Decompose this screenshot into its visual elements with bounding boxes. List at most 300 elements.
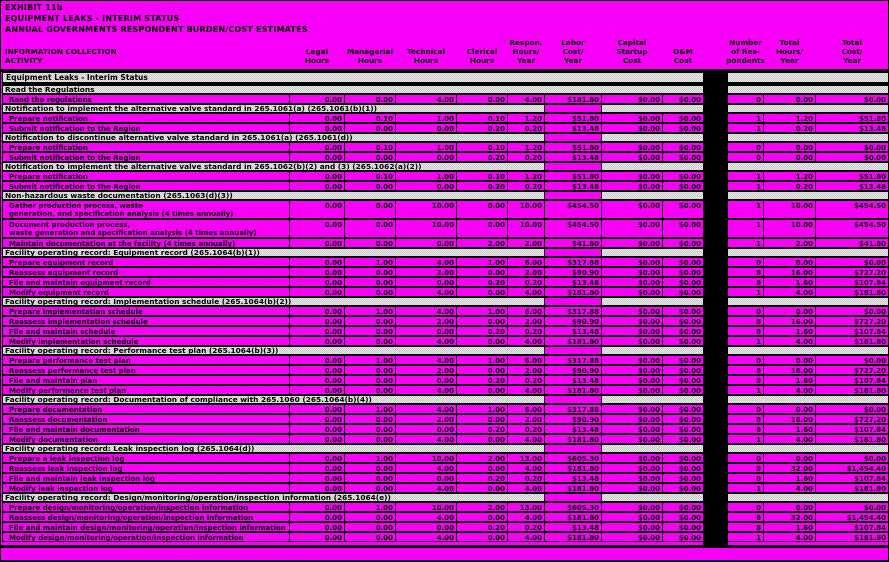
cell-om[interactable]: $0.00 [662,287,704,297]
cell-technical[interactable]: 4.00 [395,512,457,522]
cell-labor[interactable]: $51.80 [544,171,602,181]
cell-technical[interactable]: 4.00 [395,257,457,267]
cell-thours[interactable]: 2.00 [763,238,816,248]
cell-nresp[interactable]: 1 [727,181,764,191]
cell-managerial[interactable]: 0.00 [344,326,396,336]
cell-clerical[interactable]: 0.20 [456,277,508,287]
cell-nresp[interactable]: 8 [727,326,764,336]
cell-respon[interactable]: 0.20 [507,522,545,532]
cell-thours[interactable]: 1.60 [763,522,816,532]
cell-respon[interactable]: 2.00 [507,316,545,326]
activity-label-cell[interactable] [2,336,290,346]
cell-managerial[interactable]: 0.00 [344,483,396,493]
cell-managerial[interactable]: 0.00 [344,434,396,444]
cell-tcost[interactable]: $0.00 [815,142,889,152]
cell-clerical[interactable]: 0.20 [456,473,508,483]
cell-managerial[interactable]: 0.00 [344,94,396,104]
cell-tcost[interactable]: $0.00 [815,355,889,365]
cell-thours[interactable]: 32.00 [763,463,816,473]
section-labor-cost-cell[interactable] [544,248,602,257]
cell-nresp[interactable]: 1 [727,532,764,542]
cell-capital[interactable]: $0.00 [601,414,663,424]
cell-tcost[interactable]: $0.00 [815,404,889,414]
activity-label-cell[interactable] [2,306,290,316]
cell-legal[interactable]: 0.00 [289,532,345,542]
cell-technical[interactable]: 10.00 [395,200,457,219]
cell-capital[interactable]: $0.00 [601,123,663,133]
activity-label-cell[interactable] [2,181,290,191]
cell-thours[interactable]: 4.00 [763,532,816,542]
cell-nresp[interactable]: 1 [727,385,764,395]
cell-clerical[interactable]: 1.00 [456,355,508,365]
cell-labor[interactable]: $317.88 [544,404,602,414]
cell-nresp[interactable]: 8 [727,277,764,287]
cell-clerical[interactable]: 0.20 [456,326,508,336]
cell-labor[interactable]: $454.50 [544,200,602,219]
cell-om[interactable]: $0.00 [662,316,704,326]
cell-clerical[interactable]: 0.20 [456,522,508,532]
cell-tcost[interactable]: $1,454.40 [815,512,889,522]
cell-labor[interactable]: $605.30 [544,502,602,512]
cell-managerial[interactable]: 0.00 [344,414,396,424]
cell-legal[interactable]: 0.00 [289,171,345,181]
cell-nresp[interactable]: 1 [727,123,764,133]
cell-tcost[interactable]: $0.00 [815,453,889,463]
cell-technical[interactable]: 4.00 [395,336,457,346]
cell-clerical[interactable]: 0.00 [456,532,508,542]
cell-capital[interactable]: $0.00 [601,326,663,336]
activity-label-cell[interactable] [2,152,290,162]
cell-om[interactable]: $0.00 [662,512,704,522]
cell-thours[interactable]: 16.00 [763,414,816,424]
cell-managerial[interactable]: 0.00 [344,385,396,395]
cell-capital[interactable]: $0.00 [601,404,663,414]
cell-tcost[interactable]: $1,454.40 [815,463,889,473]
cell-legal[interactable]: 0.00 [289,287,345,297]
cell-capital[interactable]: $0.00 [601,365,663,375]
cell-clerical[interactable]: 0.10 [456,113,508,123]
cell-clerical[interactable]: 0.00 [456,434,508,444]
cell-thours[interactable]: 4.00 [763,287,816,297]
cell-om[interactable]: $0.00 [662,200,704,219]
section-labor-cost-cell[interactable] [544,104,602,113]
section-labor-cost-cell[interactable] [544,162,602,171]
cell-respon[interactable]: 1.20 [507,142,545,152]
cell-clerical[interactable]: 1.00 [456,306,508,316]
cell-capital[interactable]: $0.00 [601,502,663,512]
cell-tcost[interactable]: $51.80 [815,113,889,123]
cell-respon[interactable]: 4.00 [507,463,545,473]
cell-legal[interactable]: 0.00 [289,385,345,395]
cell-tcost[interactable]: $727.20 [815,414,889,424]
cell-thours[interactable]: 10.00 [763,200,816,219]
cell-capital[interactable]: $0.00 [601,171,663,181]
cell-nresp[interactable]: 1 [727,336,764,346]
cell-capital[interactable]: $0.00 [601,453,663,463]
cell-thours[interactable]: 0.20 [763,181,816,191]
cell-labor[interactable]: $51.80 [544,113,602,123]
cell-legal[interactable]: 0.00 [289,502,345,512]
cell-legal[interactable]: 0.00 [289,424,345,434]
cell-tcost[interactable]: $107.84 [815,522,889,532]
cell-respon[interactable]: 0.20 [507,181,545,191]
cell-nresp[interactable]: 0 [727,453,764,463]
cell-capital[interactable]: $0.00 [601,142,663,152]
cell-clerical[interactable]: 0.00 [456,287,508,297]
cell-legal[interactable]: 0.00 [289,375,345,385]
cell-legal[interactable]: 0.00 [289,306,345,316]
cell-legal[interactable]: 0.00 [289,365,345,375]
cell-technical[interactable]: 0.00 [395,238,457,248]
cell-technical[interactable]: 1.00 [395,171,457,181]
activity-label-cell[interactable] [2,375,290,385]
cell-thours[interactable]: 1.60 [763,326,816,336]
cell-thours[interactable]: 0.20 [763,123,816,133]
activity-label-cell[interactable] [2,434,290,444]
cell-om[interactable]: $0.00 [662,277,704,287]
cell-legal[interactable]: 0.00 [289,453,345,463]
cell-nresp[interactable]: 0 [727,94,764,104]
activity-label-cell[interactable] [2,512,290,522]
cell-clerical[interactable]: 0.00 [456,414,508,424]
cell-nresp[interactable]: 8 [727,267,764,277]
cell-tcost[interactable]: $107.84 [815,473,889,483]
cell-capital[interactable]: $0.00 [601,385,663,395]
activity-label-cell[interactable] [2,267,290,277]
section-labor-cost-cell[interactable] [544,133,602,142]
cell-tcost[interactable]: $107.84 [815,326,889,336]
cell-legal[interactable]: 0.00 [289,473,345,483]
cell-clerical[interactable]: 0.20 [456,123,508,133]
cell-thours[interactable]: 0.00 [763,306,816,316]
cell-respon[interactable]: 13.00 [507,502,545,512]
cell-thours[interactable]: 4.00 [763,483,816,493]
cell-managerial[interactable]: 0.00 [344,532,396,542]
cell-om[interactable]: $0.00 [662,404,704,414]
cell-clerical[interactable]: 0.00 [456,200,508,219]
cell-om[interactable]: $0.00 [662,414,704,424]
activity-label-cell[interactable] [2,453,290,463]
cell-managerial[interactable]: 1.00 [344,404,396,414]
cell-legal[interactable]: 0.00 [289,219,345,238]
cell-capital[interactable]: $0.00 [601,336,663,346]
cell-respon[interactable]: 10.00 [507,200,545,219]
cell-labor[interactable]: $51.80 [544,142,602,152]
cell-labor[interactable]: $13.48 [544,277,602,287]
cell-nresp[interactable]: 1 [727,483,764,493]
cell-clerical[interactable]: 0.00 [456,365,508,375]
cell-nresp[interactable]: 8 [727,365,764,375]
cell-thours[interactable]: 0.00 [763,94,816,104]
cell-technical[interactable]: 10.00 [395,502,457,512]
cell-managerial[interactable]: 0.00 [344,365,396,375]
cell-nresp[interactable]: 0 [727,306,764,316]
activity-label-cell[interactable] [2,473,290,483]
cell-nresp[interactable]: 8 [727,375,764,385]
cell-legal[interactable]: 0.00 [289,355,345,365]
cell-thours[interactable]: 1.60 [763,424,816,434]
cell-labor[interactable]: $181.80 [544,483,602,493]
activity-label-cell[interactable] [2,355,290,365]
activity-label-cell[interactable] [2,532,290,542]
cell-technical[interactable]: 4.00 [395,287,457,297]
cell-managerial[interactable]: 0.00 [344,219,396,238]
activity-label-cell[interactable] [2,219,290,238]
cell-om[interactable]: $0.00 [662,326,704,336]
cell-nresp[interactable]: 8 [727,512,764,522]
cell-capital[interactable]: $0.00 [601,113,663,123]
cell-nresp[interactable]: 0 [727,502,764,512]
cell-thours[interactable]: 1.20 [763,113,816,123]
cell-tcost[interactable]: $181.80 [815,336,889,346]
cell-capital[interactable]: $0.00 [601,200,663,219]
cell-labor[interactable]: $13.48 [544,522,602,532]
cell-om[interactable]: $0.00 [662,267,704,277]
activity-label-cell[interactable] [2,522,290,532]
cell-capital[interactable]: $0.00 [601,152,663,162]
cell-legal[interactable]: 0.00 [289,200,345,219]
cell-managerial[interactable]: 0.00 [344,123,396,133]
cell-legal[interactable]: 0.00 [289,238,345,248]
cell-thours[interactable]: 0.00 [763,257,816,267]
cell-om[interactable]: $0.00 [662,532,704,542]
activity-label-cell[interactable] [2,257,290,267]
cell-respon[interactable]: 4.00 [507,385,545,395]
section-labor-cost-cell[interactable] [544,297,602,306]
cell-om[interactable]: $0.00 [662,365,704,375]
cell-tcost[interactable]: $51.80 [815,171,889,181]
cell-nresp[interactable]: 1 [727,200,764,219]
activity-label-cell[interactable] [2,326,290,336]
cell-labor[interactable]: $41.80 [544,238,602,248]
cell-technical[interactable]: 10.00 [395,219,457,238]
activity-label-cell[interactable] [2,463,290,473]
cell-om[interactable]: $0.00 [662,483,704,493]
cell-labor[interactable]: $181.80 [544,385,602,395]
cell-nresp[interactable]: 0 [727,355,764,365]
cell-technical[interactable]: 4.00 [395,434,457,444]
cell-managerial[interactable]: 0.00 [344,522,396,532]
activity-label-cell[interactable] [2,94,290,104]
cell-labor[interactable]: $13.48 [544,152,602,162]
cell-technical[interactable]: 10.00 [395,453,457,463]
cell-managerial[interactable]: 0.00 [344,200,396,219]
cell-clerical[interactable]: 0.00 [456,94,508,104]
cell-legal[interactable]: 0.00 [289,512,345,522]
activity-label-cell[interactable] [2,385,290,395]
cell-nresp[interactable]: 0 [727,257,764,267]
cell-managerial[interactable]: 1.00 [344,355,396,365]
cell-thours[interactable]: 0.00 [763,142,816,152]
cell-thours[interactable]: 0.00 [763,152,816,162]
cell-legal[interactable]: 0.00 [289,277,345,287]
cell-legal[interactable]: 0.00 [289,113,345,123]
section-labor-cost-cell[interactable] [544,191,602,200]
cell-labor[interactable]: $90.90 [544,365,602,375]
cell-respon[interactable]: 0.20 [507,473,545,483]
cell-labor[interactable]: $13.48 [544,326,602,336]
cell-om[interactable]: $0.00 [662,424,704,434]
cell-om[interactable]: $0.00 [662,502,704,512]
cell-managerial[interactable]: 1.00 [344,257,396,267]
cell-managerial[interactable]: 0.00 [344,287,396,297]
cell-om[interactable]: $0.00 [662,152,704,162]
cell-tcost[interactable]: $454.50 [815,200,889,219]
cell-capital[interactable]: $0.00 [601,219,663,238]
activity-label-cell[interactable] [2,113,290,123]
cell-thours[interactable]: 4.00 [763,434,816,444]
cell-nresp[interactable]: 8 [727,424,764,434]
cell-nresp[interactable]: 0 [727,152,764,162]
cell-thours[interactable]: 4.00 [763,336,816,346]
cell-respon[interactable]: 6.00 [507,257,545,267]
cell-capital[interactable]: $0.00 [601,473,663,483]
cell-technical[interactable]: 4.00 [395,483,457,493]
section-labor-cost-cell[interactable] [544,395,602,404]
cell-clerical[interactable]: 0.00 [456,219,508,238]
cell-clerical[interactable]: 0.00 [456,512,508,522]
cell-technical[interactable]: 2.00 [395,316,457,326]
cell-nresp[interactable]: 0 [727,142,764,152]
cell-capital[interactable]: $0.00 [601,355,663,365]
cell-capital[interactable]: $0.00 [601,424,663,434]
cell-om[interactable]: $0.00 [662,238,704,248]
cell-technical[interactable]: 2.00 [395,365,457,375]
cell-nresp[interactable]: 1 [727,434,764,444]
cell-respon[interactable]: 4.00 [507,287,545,297]
cell-labor[interactable]: $13.48 [544,375,602,385]
cell-thours[interactable]: 1.60 [763,277,816,287]
cell-clerical[interactable]: 0.00 [456,267,508,277]
cell-clerical[interactable]: 0.10 [456,142,508,152]
cell-thours[interactable]: 16.00 [763,365,816,375]
cell-tcost[interactable]: $107.84 [815,277,889,287]
cell-respon[interactable]: 2.00 [507,238,545,248]
cell-labor[interactable]: $181.80 [544,512,602,522]
cell-managerial[interactable]: 0.00 [344,181,396,191]
cell-thours[interactable]: 16.00 [763,316,816,326]
cell-tcost[interactable]: $0.00 [815,257,889,267]
cell-clerical[interactable]: 0.00 [456,483,508,493]
cell-capital[interactable]: $0.00 [601,532,663,542]
activity-label-cell[interactable] [2,142,290,152]
cell-technical[interactable]: 4.00 [395,385,457,395]
cell-capital[interactable]: $0.00 [601,94,663,104]
cell-clerical[interactable]: 0.20 [456,181,508,191]
cell-legal[interactable]: 0.00 [289,434,345,444]
cell-respon[interactable]: 4.00 [507,512,545,522]
cell-managerial[interactable]: 0.00 [344,336,396,346]
cell-capital[interactable]: $0.00 [601,287,663,297]
cell-capital[interactable]: $0.00 [601,267,663,277]
cell-om[interactable]: $0.00 [662,142,704,152]
cell-clerical[interactable]: 0.00 [456,336,508,346]
cell-nresp[interactable]: 1 [727,113,764,123]
cell-om[interactable]: $0.00 [662,355,704,365]
cell-respon[interactable]: 4.00 [507,336,545,346]
cell-nresp[interactable]: 8 [727,316,764,326]
cell-respon[interactable]: 0.20 [507,277,545,287]
cell-managerial[interactable]: 0.00 [344,277,396,287]
cell-nresp[interactable]: 0 [727,404,764,414]
cell-respon[interactable]: 4.00 [507,532,545,542]
section-labor-cost-cell[interactable] [544,444,602,453]
cell-nresp[interactable]: 1 [727,238,764,248]
cell-legal[interactable]: 0.00 [289,414,345,424]
cell-legal[interactable]: 0.00 [289,123,345,133]
cell-om[interactable]: $0.00 [662,123,704,133]
cell-respon[interactable]: 4.00 [507,94,545,104]
cell-technical[interactable]: 1.00 [395,142,457,152]
cell-labor[interactable]: $605.30 [544,453,602,463]
cell-technical[interactable]: 4.00 [395,306,457,316]
cell-om[interactable]: $0.00 [662,375,704,385]
cell-technical[interactable]: 0.00 [395,181,457,191]
cell-managerial[interactable]: 1.00 [344,453,396,463]
cell-labor[interactable]: $181.80 [544,94,602,104]
cell-clerical[interactable]: 2.00 [456,502,508,512]
cell-capital[interactable]: $0.00 [601,238,663,248]
cell-om[interactable]: $0.00 [662,181,704,191]
cell-tcost[interactable]: $107.84 [815,424,889,434]
cell-legal[interactable]: 0.00 [289,142,345,152]
cell-labor[interactable]: $181.80 [544,336,602,346]
cell-technical[interactable]: 0.00 [395,326,457,336]
cell-managerial[interactable]: 0.10 [344,171,396,181]
cell-tcost[interactable]: $727.20 [815,316,889,326]
cell-tcost[interactable]: $107.84 [815,375,889,385]
cell-thours[interactable]: 1.60 [763,473,816,483]
cell-om[interactable]: $0.00 [662,385,704,395]
cell-respon[interactable]: 2.00 [507,267,545,277]
cell-clerical[interactable]: 1.00 [456,404,508,414]
cell-thours[interactable]: 10.00 [763,219,816,238]
cell-labor[interactable]: $90.90 [544,267,602,277]
cell-thours[interactable]: 1.60 [763,375,816,385]
section-labor-cost-cell[interactable] [544,346,602,355]
cell-respon[interactable]: 0.20 [507,424,545,434]
cell-technical[interactable]: 0.00 [395,152,457,162]
cell-thours[interactable]: 16.00 [763,267,816,277]
cell-technical[interactable]: 4.00 [395,532,457,542]
cell-managerial[interactable]: 0.00 [344,463,396,473]
cell-technical[interactable]: 4.00 [395,355,457,365]
cell-labor[interactable]: $317.88 [544,257,602,267]
activity-label-cell[interactable] [2,483,290,493]
cell-tcost[interactable]: $727.20 [815,267,889,277]
cell-clerical[interactable]: 2.00 [456,453,508,463]
cell-technical[interactable]: 0.00 [395,473,457,483]
cell-clerical[interactable]: 0.00 [456,385,508,395]
cell-capital[interactable]: $0.00 [601,306,663,316]
cell-tcost[interactable]: $13.48 [815,123,889,133]
cell-capital[interactable]: $0.00 [601,257,663,267]
cell-tcost[interactable]: $13.48 [815,181,889,191]
cell-legal[interactable]: 0.00 [289,267,345,277]
cell-managerial[interactable]: 0.00 [344,267,396,277]
cell-thours[interactable]: 0.00 [763,502,816,512]
cell-technical[interactable]: 0.00 [395,522,457,532]
cell-capital[interactable]: $0.00 [601,434,663,444]
cell-nresp[interactable]: 1 [727,171,764,181]
cell-legal[interactable]: 0.00 [289,316,345,326]
cell-technical[interactable]: 4.00 [395,404,457,414]
cell-managerial[interactable]: 0.00 [344,473,396,483]
cell-om[interactable]: $0.00 [662,336,704,346]
cell-respon[interactable]: 0.20 [507,123,545,133]
cell-respon[interactable]: 10.00 [507,219,545,238]
cell-capital[interactable]: $0.00 [601,316,663,326]
